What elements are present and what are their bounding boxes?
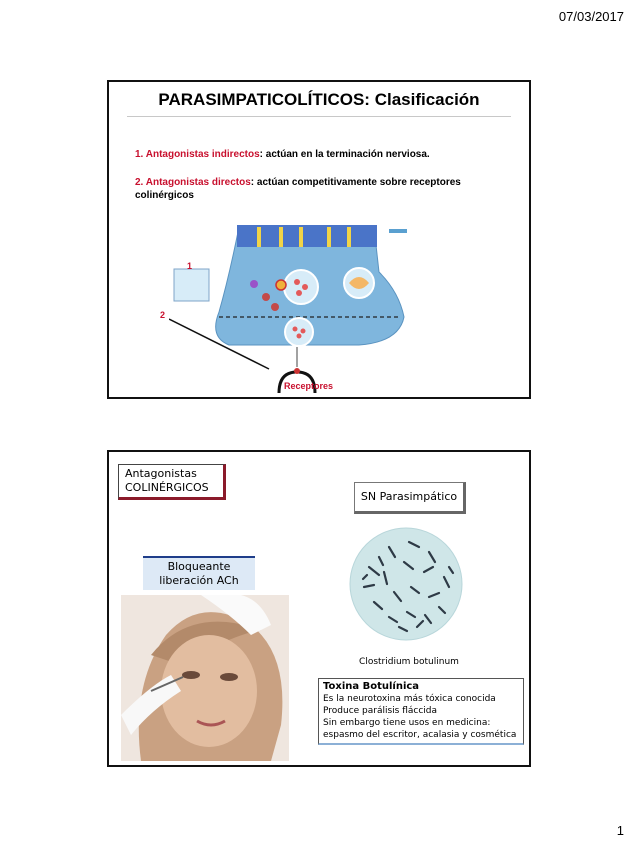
toxin-title: Toxina Botulínica: [323, 681, 420, 692]
item-2-text: : actúan competitivamente sobre receptores colinérgicos: [135, 177, 461, 201]
synapse-diagram: [160, 217, 479, 397]
clostridium-micrograph: [349, 527, 463, 641]
slide-parasimpaticoliticos: [107, 80, 531, 399]
marker-1: 1: [187, 261, 193, 271]
document-date: 07/03/2017: [558, 9, 624, 24]
clostridium-caption: Clostridium botulinum: [359, 657, 459, 667]
slide-title: PARASIMPATICOLÍTICOS: Clasificación: [158, 90, 480, 109]
antagonists-label: Antagonistas COLINÉRGICOS: [118, 464, 226, 500]
toxin-line-1: Es la neurotoxina más tóxica conocida: [323, 694, 496, 704]
receptors-label: Receptores: [284, 381, 334, 391]
cholinergic-terminal-illustration: [169, 217, 479, 397]
title-divider: [127, 116, 511, 117]
botox-injection-photo: [121, 595, 289, 761]
slide-antagonistas-colinergicos: [107, 450, 531, 767]
item-1-text: : actúan en la terminación nerviosa.: [259, 149, 430, 160]
toxin-info-box: [318, 678, 524, 745]
marker-2: 2: [160, 310, 166, 320]
sn-parasimpatico-label: SN Parasimpático: [354, 482, 466, 514]
page-number: 1: [616, 823, 624, 838]
classification-item-1: [135, 148, 505, 161]
toxin-line-2: Produce parálisis fláccida: [323, 706, 438, 716]
item-2-label: 2. Antagonistas directos: [135, 177, 251, 188]
toxin-line-3: Sin embargo tiene usos en medicina:: [323, 718, 491, 728]
bloqueante-label: Bloqueante liberación ACh: [143, 556, 255, 590]
toxin-line-4: espasmo del escritor, acalasia y cosmética: [323, 730, 517, 740]
classification-item-2: [135, 176, 505, 202]
item-1-label: 1. Antagonistas indirectos: [135, 149, 260, 160]
